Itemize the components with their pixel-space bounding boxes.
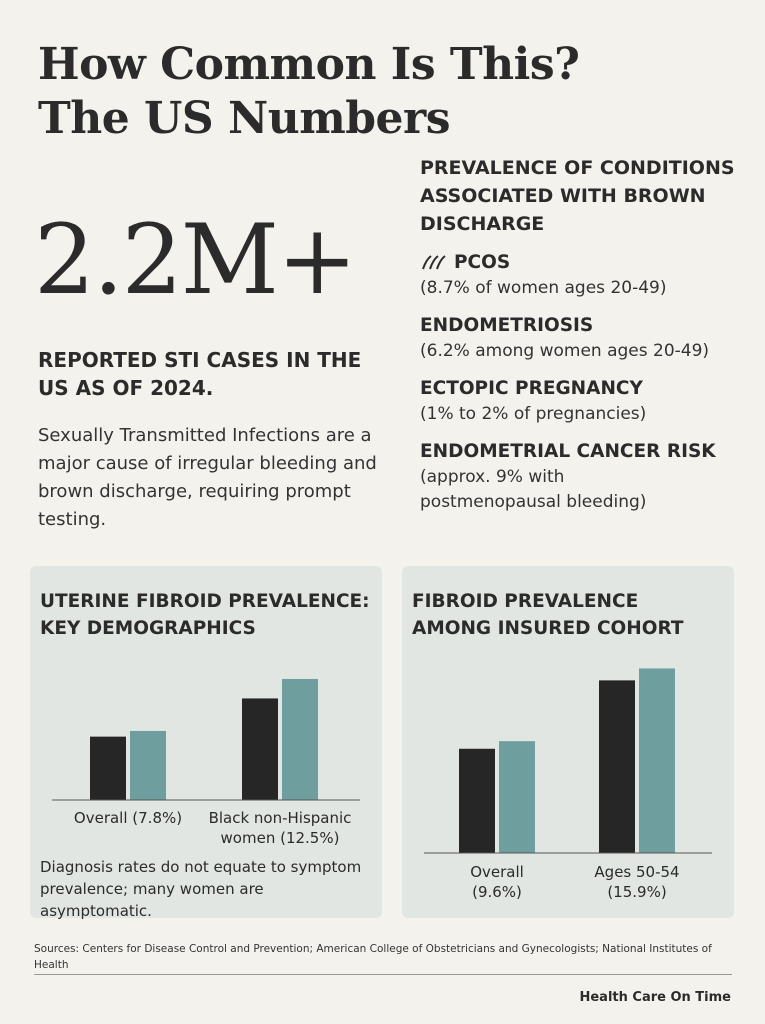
condition-item-pcos [420, 250, 750, 301]
bar-dark-1 [242, 698, 278, 800]
condition-name: ECTOPIC PREGNANCY [420, 378, 643, 399]
prevalence-heading: PREVALENCE OF CONDITIONS ASSOCIATED WITH BROWN DISCHARGE [420, 157, 735, 235]
condition-detail: (approx. 9% with postmenopausal bleeding) [420, 467, 647, 512]
condition-detail: (6.2% among women ages 20-49) [420, 341, 710, 361]
condition-item-ectopic-pregnancy [420, 376, 750, 427]
condition-name: ENDOMETRIAL CANCER RISK [420, 441, 716, 462]
category-label-overall: Overall (7.8%) [73, 809, 183, 827]
insured-cohort-chart-panel [402, 566, 734, 918]
condition-item-endometrial-cancer-risk [420, 439, 750, 515]
bar-teal-1 [639, 668, 675, 853]
sti-cases-description: Sexually Transmitted Infections are a major cause of irregular bleeding and brown discharge, requiring prompt testing. [38, 425, 377, 530]
uterine-fibroid-chart-panel [30, 566, 382, 918]
bar-teal-1 [282, 679, 318, 800]
condition-item-endometriosis [420, 313, 750, 364]
bar-dark-1 [599, 680, 635, 853]
chart-title: UTERINE FIBROID PREVALENCE: KEY DEMOGRAPHICS [40, 591, 370, 639]
sti-cases-stat-label: REPORTED STI CASES IN THE US AS OF 2024. [38, 348, 362, 400]
page-title [38, 38, 598, 146]
condition-detail: (8.7% of women ages 20-49) [420, 278, 667, 298]
title-line-2: The US Numbers [38, 93, 450, 144]
leaf-icon [420, 254, 450, 270]
sti-cases-stat-value: 2.2M+ [34, 204, 356, 316]
category-label-black-non-hispanic: Black non-Hispanic women (12.5%) [208, 809, 352, 847]
bar-teal-0 [130, 731, 166, 800]
condition-detail: (1% to 2% of pregnancies) [420, 404, 647, 424]
category-label-overall: Overall (9.6%) [470, 863, 524, 901]
bar-teal-0 [499, 741, 535, 853]
footer-divider [34, 974, 732, 975]
chart-note: Diagnosis rates do not equate to symptom prevalence; many women are asymptomatic. [40, 858, 362, 920]
sources-footnote: Sources: Centers for Disease Control and Prevention; American College of Obstetricians and Gynecologists; National Institutes of Health [34, 943, 712, 971]
conditions-list [420, 250, 750, 527]
brand-name: Health Care On Time [579, 990, 731, 1005]
category-label-ages-50-54: Ages 50-54 (15.9%) [594, 863, 680, 901]
bar-dark-0 [90, 737, 126, 800]
condition-name: ENDOMETRIOSIS [420, 315, 594, 336]
title-line-1: How Common Is This? [38, 39, 580, 90]
chart-title: FIBROID PREVALENCE AMONG INSURED COHORT [412, 591, 684, 639]
bar-dark-0 [459, 749, 495, 853]
condition-name: PCOS [454, 252, 511, 273]
